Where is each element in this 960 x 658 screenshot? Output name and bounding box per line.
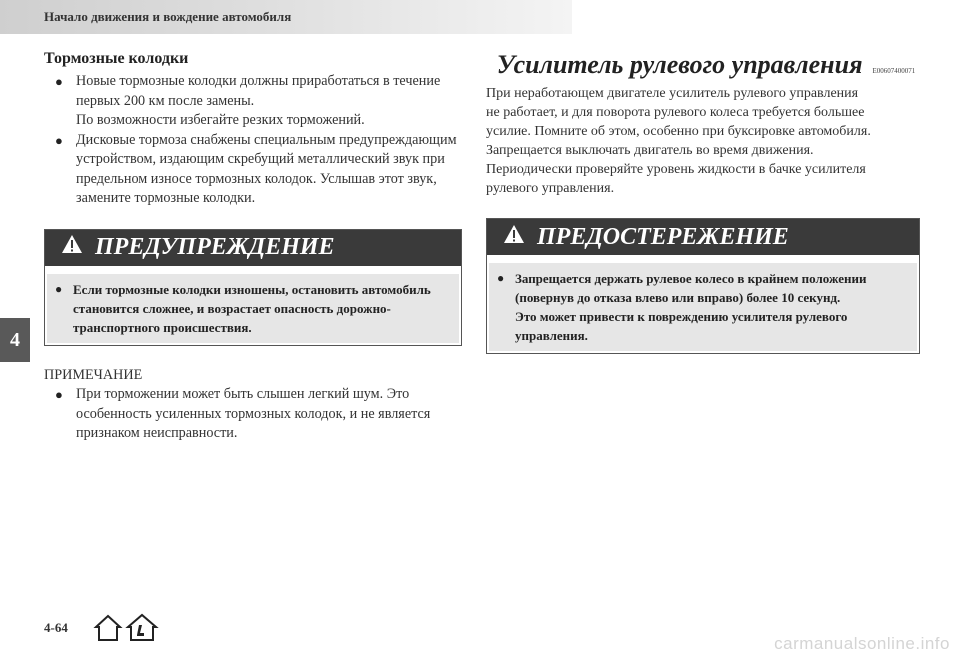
- text-line: рулевого управления.: [486, 181, 615, 196]
- text-line: становится сложнее, и возрастает опасность дорожно-: [73, 300, 391, 316]
- text-line: ● Новые тормозные колодки должны приработаться в течение: [76, 73, 441, 89]
- text-line: ● При торможении может быть слышен легкий шум. Это: [76, 386, 410, 402]
- note-heading: ПРИМЕЧАНИЕ: [44, 366, 143, 383]
- caution-header: [487, 219, 919, 255]
- warning-box: [44, 229, 462, 346]
- text-line: ● Дисковые тормоза снабжены специальным предупреждающим: [76, 131, 457, 148]
- page-header-title: Начало движения и вождение автомобиля: [44, 9, 292, 24]
- text-line: первых 200 км после замены.: [76, 92, 255, 109]
- text-line: особенность усиленных тормозных колодок, и не является: [76, 405, 431, 422]
- note-bullet: [44, 385, 462, 405]
- power-steering-paragraph: [486, 84, 920, 198]
- brake-pads-section: [44, 50, 462, 444]
- warning-header: [45, 230, 461, 266]
- text-line: замените тормозные колодки.: [76, 190, 256, 206]
- warning-triangle-icon: [503, 224, 527, 251]
- text-line: усилие. Помните об этом, особенно при буксировке автомобиля.: [486, 124, 871, 139]
- text-line: признаком неисправности.: [76, 425, 238, 441]
- warning-heading: ПРЕДУПРЕЖДЕНИЕ: [95, 234, 335, 260]
- text-line: транспортного происшествия.: [73, 319, 252, 335]
- section-code: E00607400071: [872, 67, 916, 75]
- text-line: Это может привести к повреждению усилителя рулевого: [515, 309, 848, 324]
- watermark: carmanualsonline.info: [774, 634, 950, 653]
- brake-pads-title: Тормозные колодки: [44, 50, 189, 67]
- nav-icons: [92, 613, 162, 648]
- page-number: 4-64: [44, 620, 68, 635]
- text-line: Периодически проверяйте уровень жидкости в бачке усилителя: [486, 162, 866, 177]
- brake-pads-bullet-2: [44, 131, 462, 151]
- power-steering-title: [486, 50, 920, 80]
- chapter-4-icon[interactable]: [128, 615, 156, 640]
- text-line: управления.: [515, 328, 588, 343]
- brake-pads-bullet-1: [44, 72, 462, 92]
- text-line: При неработающем двигателе усилитель рулевого управления: [486, 86, 859, 101]
- caution-box: [486, 218, 920, 354]
- caution-text: [489, 263, 917, 351]
- power-steering-title-text: Усилитель рулевого управления: [496, 50, 863, 79]
- text-line: По возможности избегайте резких торможений.: [76, 112, 365, 128]
- caution-heading: ПРЕДОСТЕРЕЖЕНИЕ: [537, 223, 789, 250]
- warning-text: [47, 274, 459, 343]
- text-line: ● Если тормозные колодки изношены, остановить автомобиль: [73, 281, 431, 297]
- warning-triangle-icon: [61, 234, 85, 261]
- chapter-tab: 4: [0, 318, 30, 362]
- power-steering-section: [486, 50, 920, 354]
- text-line: не работает, и для поворота рулевого колеса требуется большее: [486, 105, 865, 120]
- home-icon[interactable]: [96, 616, 120, 640]
- text-line: (повернув до отказа влево или вправо) более 10 секунд.: [515, 290, 841, 305]
- text-line: устройством, издающим скребущий металлический звук при: [76, 151, 445, 167]
- text-line: ● Запрещается держать рулевое колесо в крайнем положении: [515, 271, 867, 286]
- text-line: предельном износе тормозных колодок. Услышав этот звук,: [76, 170, 437, 187]
- text-line: Запрещается выключать двигатель во время движения.: [486, 143, 814, 158]
